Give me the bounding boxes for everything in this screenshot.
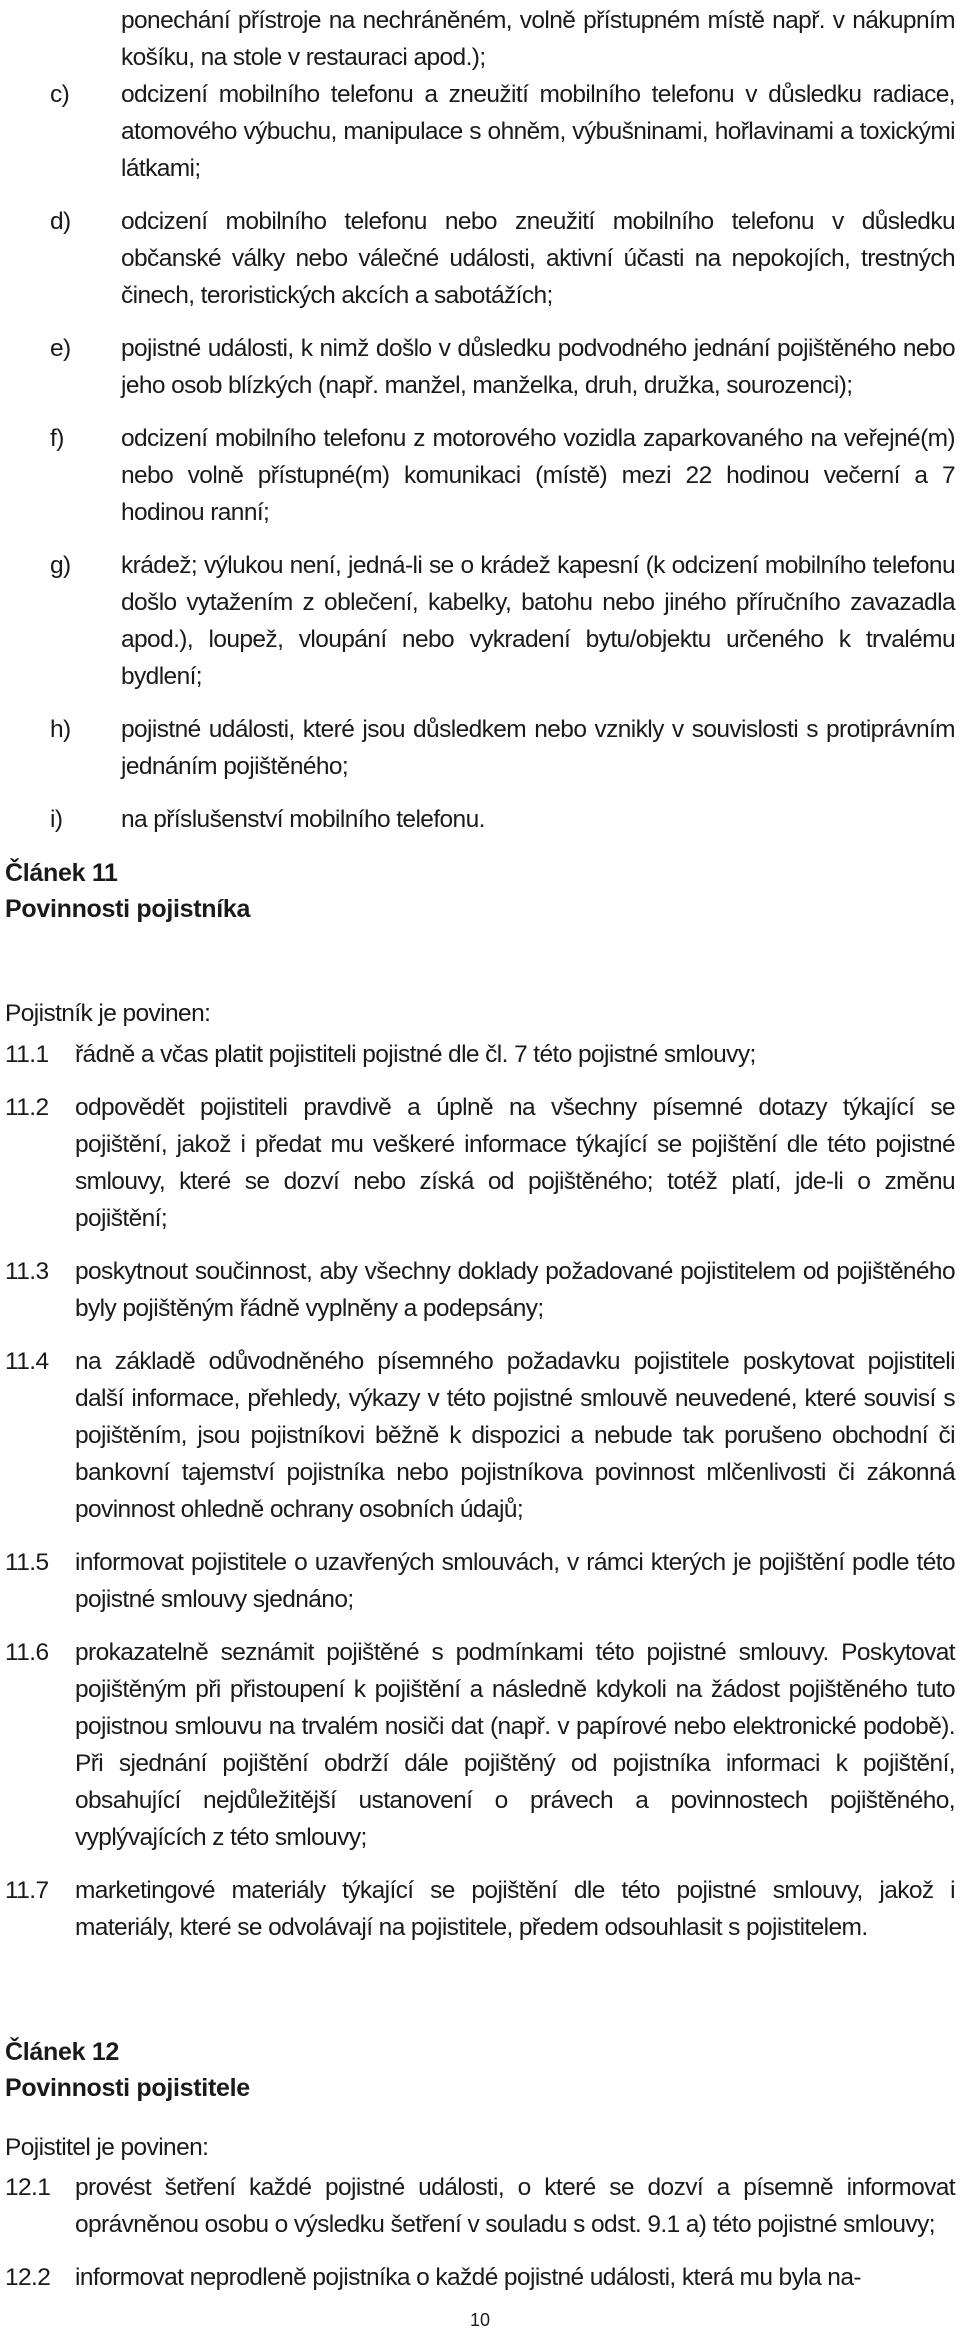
item-marker: i) — [50, 806, 63, 833]
item-number: 11.4 — [5, 1348, 49, 1375]
item-text: na příslušenství mobilního telefonu. — [121, 806, 485, 833]
item-text: na základě odůvodněného písemného požadavku pojistitele poskytovat pojistiteli další informace, přehledy, výkazy v této pojistné smlouvě neuvedené, které souvisí s pojištěním, jsou pojistníkovi běžně k dispozici a nebude tak porušeno obchodní či bankovní tajemství pojistníka nebo pojistníkova povinnost mlčenlivosti či zákonná povinnost ohledně ochrany osobních údajů; — [75, 1348, 955, 1523]
item-text: řádně a včas platit pojistiteli pojistné dle čl. 7 této pojistné smlouvy; — [75, 1041, 756, 1068]
exclusions-list — [24, 76, 955, 854]
obligation-item-12-2 — [5, 2259, 955, 2296]
obligation-item-11-5 — [5, 1544, 955, 1618]
exclusion-item-c — [24, 76, 955, 187]
item-number: 11.2 — [5, 1094, 49, 1121]
item-text: informovat pojistitele o uzavřených smlouvách, v rámci kterých je pojištění podle této pojistné smlouvy sjednáno; — [75, 1549, 955, 1613]
item-text: prokazatelně seznámit pojištěné s podmínkami této pojistné smlouvy. Poskytovat pojištěným při přistoupení k pojištění a následně kdykoli na žádost pojištěného tuto pojistnou smlouvu na trvalém nosiči dat (např. v papírové nebo elektronické podobě). Při sjednání pojištění obdrží dále pojištěný od pojistníka informaci k pojištění, obsahující nejdůležitější ustanovení o právech a povinnostech pojištěného, vyplývajících z této smlouvy; — [75, 1639, 955, 1851]
article-12-list — [5, 2169, 955, 2312]
item-number: 11.3 — [5, 1258, 49, 1285]
item-text: informovat neprodleně pojistníka o každé pojistné události, která mu byla na- — [75, 2264, 861, 2291]
item-text: odcizení mobilního telefonu nebo zneužití mobilního telefonu v důsledku občanské války nebo válečné události, aktivní účasti na nepokojích, trestných činech, teroristických akcích a sabotážích; — [121, 208, 955, 309]
exclusion-item-g — [24, 547, 955, 695]
item-text: marketingové materiály týkající se pojištění dle této pojistné smlouvy, jakož i materiály, které se odvolávají na pojistitele, předem odsouhlasit s pojistitelem. — [75, 1877, 955, 1941]
item-number: 11.6 — [5, 1639, 49, 1666]
article-11-list — [5, 1036, 955, 1962]
article-11-intro: Pojistník je povinen: — [5, 1000, 211, 1027]
item-text: odcizení mobilního telefonu z motorového vozidla zaparkovaného na veřejné(m) nebo volně přístupné(m) komunikaci (místě) mezi 22 hodinou večerní a 7 hodinou ranní; — [121, 425, 955, 526]
obligation-item-12-1 — [5, 2169, 955, 2243]
item-text: pojistné události, které jsou důsledkem nebo vznikly v souvislosti s protiprávním jednáním pojištěného; — [121, 716, 955, 780]
obligation-item-11-3 — [5, 1253, 955, 1327]
exclusion-item-i — [24, 801, 955, 838]
item-marker: f) — [50, 425, 64, 452]
exclusion-b-continuation: ponechání přístroje na nechráněném, volně přístupném místě např. v nákupním košíku, na stole v restauraci apod.); — [121, 7, 955, 71]
article-11-heading — [5, 855, 250, 927]
exclusion-item-h — [24, 711, 955, 785]
obligation-item-11-7 — [5, 1872, 955, 1946]
item-text: provést šetření každé pojistné události, o které se dozví a písemně informovat oprávněnou osobu o výsledku šetření v souladu s odst. 9.1 a) této pojistné smlouvy; — [75, 2174, 955, 2238]
item-text: pojistné události, k nimž došlo v důsledku podvodného jednání pojištěného nebo jeho osob blízkých (např. manžel, manželka, druh, družka, sourozenci); — [121, 335, 955, 399]
item-number: 12.1 — [5, 2174, 51, 2201]
obligation-item-11-6 — [5, 1634, 955, 1856]
item-marker: c) — [50, 81, 70, 108]
item-text: odcizení mobilního telefonu a zneužití mobilního telefonu v důsledku radiace, atomového výbuchu, manipulace s ohněm, výbušninami, hořlavinami a toxickými látkami; — [121, 81, 955, 182]
article-title: Článek 12 — [5, 2038, 120, 2066]
item-marker: d) — [50, 208, 71, 235]
obligation-item-11-2 — [5, 1089, 955, 1237]
obligation-item-11-4 — [5, 1343, 955, 1528]
exclusion-item-d — [24, 203, 955, 314]
article-12-intro: Pojistitel je povinen: — [5, 2134, 209, 2161]
item-text: poskytnout součinnost, aby všechny doklady požadované pojistitelem od pojištěného byly pojištěným řádně vyplněny a podepsány; — [75, 1258, 955, 1322]
item-number: 11.5 — [5, 1549, 49, 1576]
obligation-item-11-1 — [5, 1036, 955, 1073]
item-marker: g) — [50, 552, 71, 579]
article-subtitle: Povinnosti pojistníka — [5, 895, 251, 923]
page-number: 10 — [469, 2310, 491, 2330]
item-text: odpovědět pojistiteli pravdivě a úplně na všechny písemné dotazy týkající se pojištění, jakož i předat mu veškeré informace týkající se pojištění dle této pojistné smlouvy, které se dozví nebo získá od pojištěného; totéž platí, jde-li o změnu pojištění; — [75, 1094, 955, 1232]
item-number: 12.2 — [5, 2264, 51, 2291]
article-12-heading — [5, 2034, 250, 2106]
item-marker: h) — [50, 716, 71, 743]
item-number: 11.1 — [5, 1041, 49, 1068]
exclusion-item-f — [24, 420, 955, 531]
item-number: 11.7 — [5, 1877, 49, 1904]
article-title: Článek 11 — [5, 859, 118, 887]
item-text: krádež; výlukou není, jedná-li se o krádež kapesní (k odcizení mobilního telefonu došlo vytažením z oblečení, kabelky, batohu nebo jiného příručního zavazadla apod.), loupež, vloupání nebo vykradení bytu/objektu určeného k trvalému bydlení; — [121, 552, 955, 690]
article-subtitle: Povinnosti pojistitele — [5, 2074, 250, 2102]
exclusion-item-e — [24, 330, 955, 404]
item-marker: e) — [50, 335, 71, 362]
